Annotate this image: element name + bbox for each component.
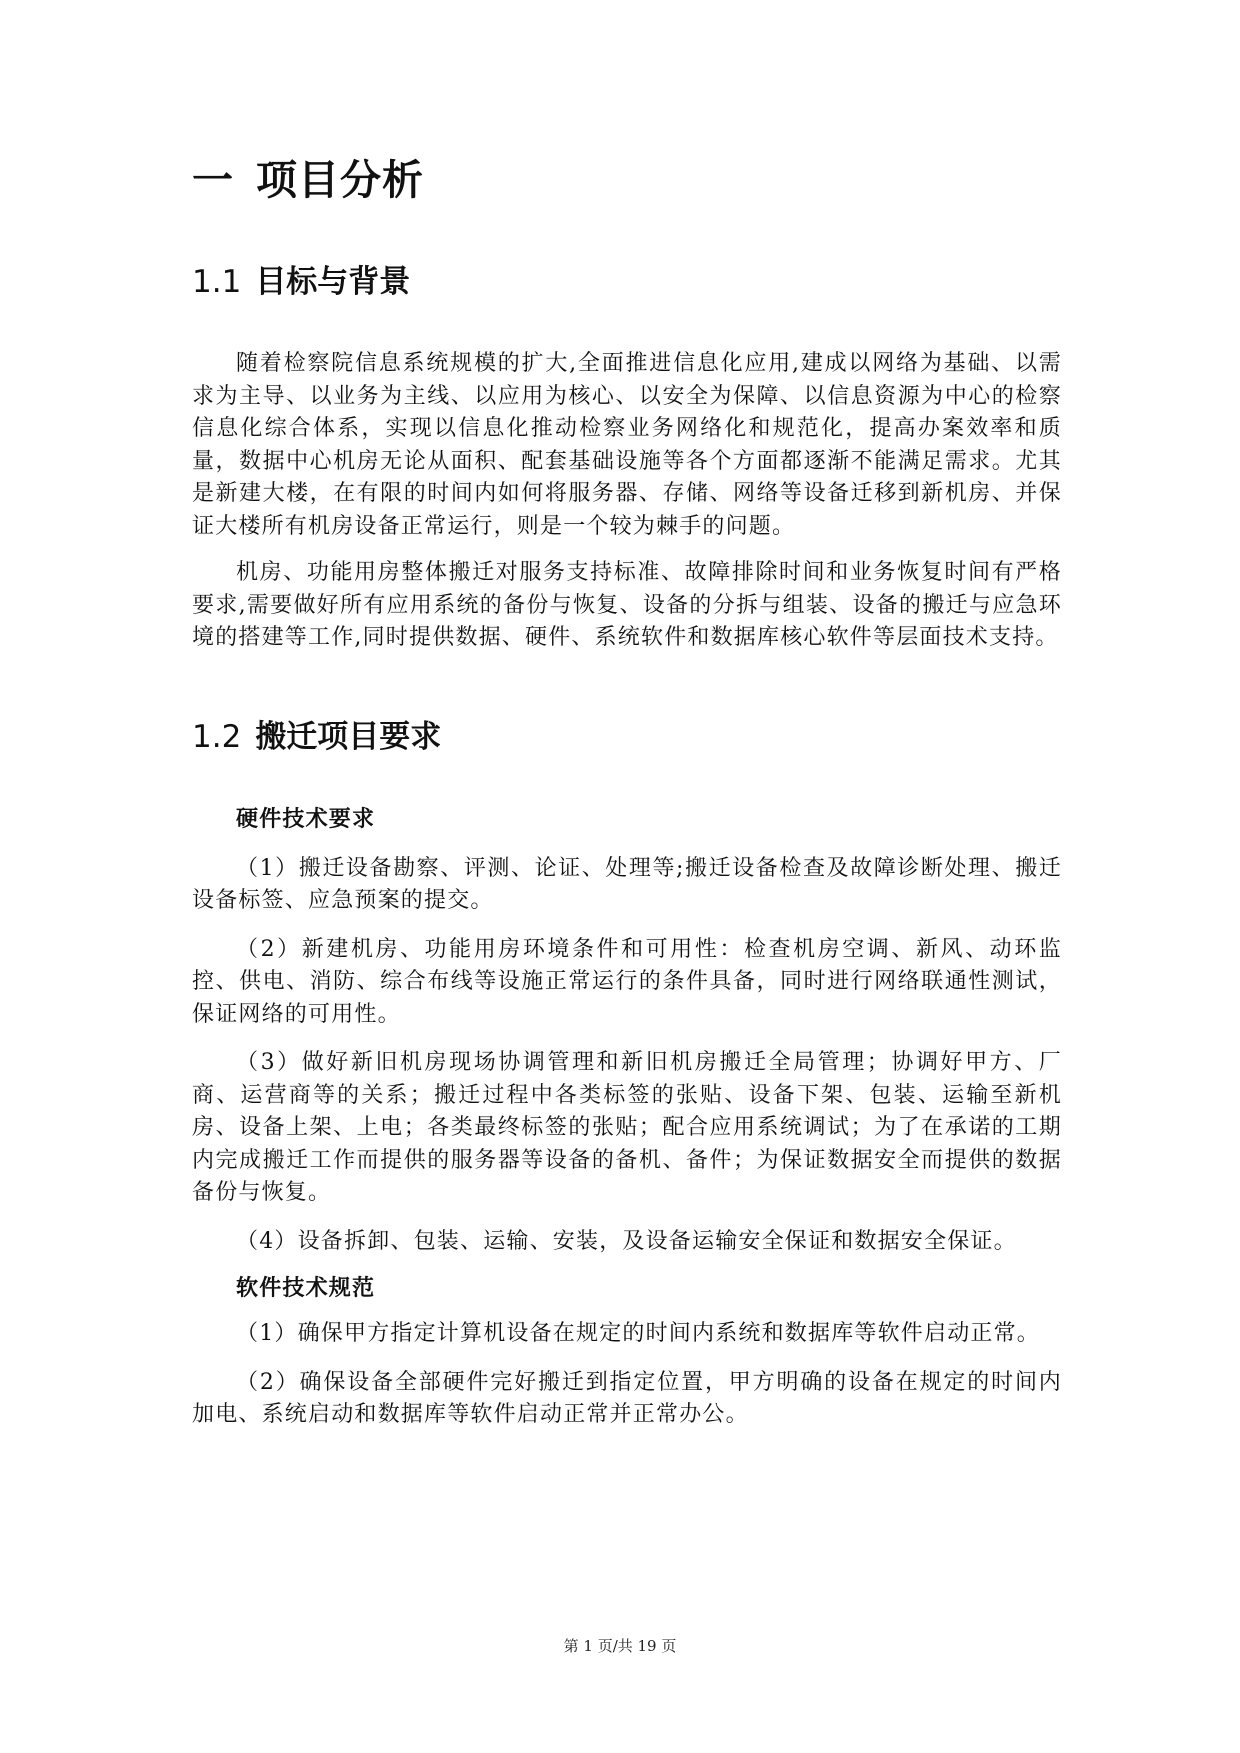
page-footer [0, 1636, 1240, 1656]
section-number: 1.1 [192, 264, 242, 300]
document-body [192, 150, 1062, 1432]
section-heading-1-1 [192, 260, 1062, 304]
section-title: 目标与背景 [255, 264, 411, 300]
hardware-item-3: （3）做好新旧机房现场协调管理和新旧机房搬迁全局管理；协调好甲方、厂商、运营商等的关系；搬迁过程中各类标签的张贴、设备下架、包装、运输至新机房、设备上架、上电；各类最终标签的张贴；配合应用系统调试；为了在承诺的工期内完成搬迁工作而提供的服务器等设备的备机、备件；为保证数据安全而提供的数据备份与恢复。 [192, 1050, 1062, 1205]
chapter-title: 项目分析 [256, 156, 424, 204]
software-spec-heading: 软件技术规范 [236, 1275, 376, 1301]
software-item-1: （1）确保甲方指定计算机设备在规定的时间内系统和数据库等软件启动正常。 [236, 1321, 1040, 1346]
page-number: 第 1 页/共 19 页 [563, 1637, 677, 1655]
section-number: 1.2 [192, 718, 242, 755]
background-paragraph-1: 随着检察院信息系统规模的扩大,全面推进信息化应用,建成以网络为基础、以需求为主导、以业务为主线、以应用为核心、以安全为保障、以信息资源为中心的检察信息化综合体系，实现以信息化推动检察业务网络化和规范化，提高办案效率和质量，数据中心机房无论从面积、配套基础设施等各个方面都逐渐不能满足需求。尤其是新建大楼，在有限的时间内如何将服务器、存储、网络等设备迁移到新机房、并保证大楼所有机房设备正常运行，则是一个较为棘手的问题。 [192, 351, 1062, 539]
hardware-item-1: （1）搬迁设备勘察、评测、论证、处理等;搬迁设备检查及故障诊断处理、搬迁设备标签、应急预案的提交。 [192, 855, 1062, 913]
chapter-number: 一 [192, 156, 234, 204]
background-paragraph-2: 机房、功能用房整体搬迁对服务支持标准、故障排除时间和业务恢复时间有严格要求,需要做好所有应用系统的备份与恢复、设备的分拆与组装、设备的搬迁与应急环境的搭建等工作,同时提供数据、硬件、系统软件和数据库核心软件等层面技术支持。 [192, 560, 1062, 650]
hardware-item-2: （2）新建机房、功能用房环境条件和可用性：检查机房空调、新风、动环监控、供电、消防、综合布线等设施正常运行的条件具备，同时进行网络联通性测试，保证网络的可用性。 [192, 936, 1062, 1027]
section-title: 搬迁项目要求 [255, 718, 442, 755]
chapter-heading [192, 150, 1062, 210]
hardware-item-4: （4）设备拆卸、包装、运输、安装，及设备运输安全保证和数据安全保证。 [236, 1228, 1017, 1254]
hardware-requirements-heading: 硬件技术要求 [236, 805, 376, 832]
software-item-2: （2）确保设备全部硬件完好搬迁到指定位置，甲方明确的设备在规定的时间内加电、系统启动和数据库等软件启动正常并正常办公。 [192, 1369, 1062, 1427]
section-heading-1-2 [192, 715, 1062, 759]
